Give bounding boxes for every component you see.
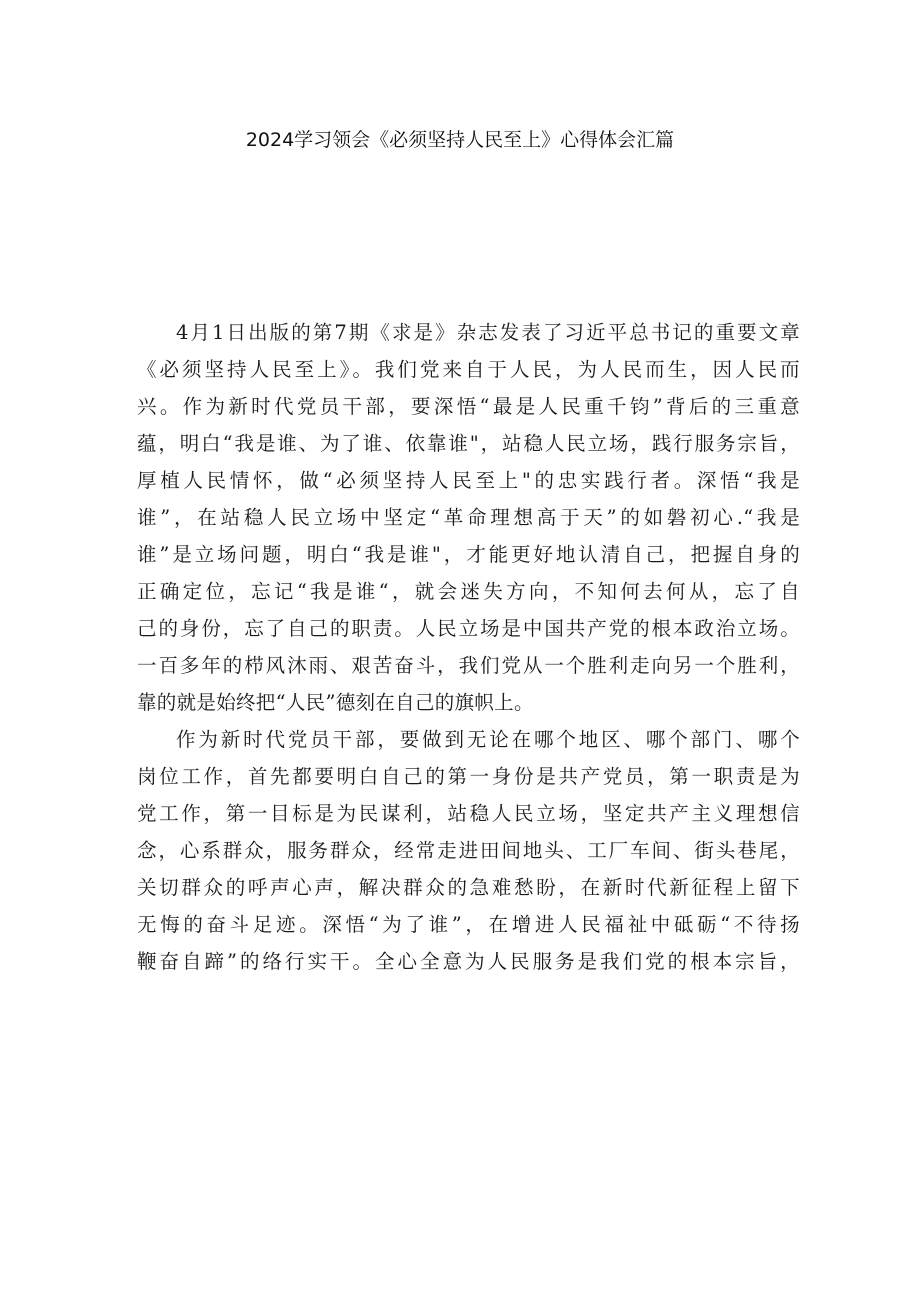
paragraph-line: 兴。作为新时代党员干部，要深悟“最是人民重千钧”背后的三重意 — [137, 395, 800, 418]
paragraph-line: 4月1日出版的第7期《求是》杂志发表了习近平总书记的重要文章 — [176, 321, 800, 344]
paragraph-line: 关切群众的呼声心声，解决群众的急难愁盼，在新时代新征程上留下 — [137, 876, 800, 899]
paragraph-line: 鞭奋自蹄”的络行实干。全心全意为人民服务是我们党的根本宗旨， — [137, 950, 800, 973]
document-body — [137, 314, 800, 980]
paragraph-line: 党工作，第一目标是为民谋利，站稳人民立场，坚定共产主义理想信 — [137, 802, 800, 825]
paragraph-1 — [137, 314, 800, 721]
paragraph-line: 谁”，在站稳人民立场中坚定“革命理想高于天”的如磐初心.“我是 — [137, 506, 800, 529]
paragraph-2 — [137, 721, 800, 980]
paragraph-line: 《必须坚持人民至上》。我们党来自于人民，为人民而生，因人民而 — [137, 358, 800, 381]
paragraph-line: 岗位工作，首先都要明白自己的第一身份是共产党员，第一职责是为 — [137, 765, 800, 788]
paragraph-line: 一百多年的栉风沐雨、艰苦奋斗，我们党从一个胜利走向另一个胜利， — [137, 654, 800, 677]
paragraph-line: 无悔的奋斗足迹。深悟“为了谁”，在增进人民福祉中砥砺“不待扬 — [137, 913, 800, 936]
paragraph-line: 作为新时代党员干部，要做到无论在哪个地区、哪个部门、哪个 — [176, 728, 800, 751]
paragraph-line: 蕴，明白“我是谁、为了谁、依靠谁"，站稳人民立场，践行服务宗旨， — [137, 432, 800, 455]
paragraph-line: 靠的就是始终把“人民”德刻在自己的旗帜上。 — [137, 691, 534, 714]
paragraph-line: 念，心系群众，服务群众，经常走进田间地头、工厂车间、街头巷尾， — [137, 839, 800, 862]
paragraph-line: 厚植人民情怀，做“必须坚持人民至上"的忠实践行者。深悟“我是 — [137, 469, 800, 492]
paragraph-line: 己的身份，忘了自己的职责。人民立场是中国共产党的根本政治立场。 — [137, 617, 800, 640]
document-title: 2024学习领会《必须坚持人民至上》心得体会汇篇 — [245, 129, 675, 151]
paragraph-line: 谁”是立场问题，明白“我是谁"，才能更好地认清自己，把握自身的 — [137, 543, 800, 566]
paragraph-line: 正确定位，忘记“我是谁“，就会迷失方向，不知何去何从，忘了自 — [137, 580, 800, 603]
